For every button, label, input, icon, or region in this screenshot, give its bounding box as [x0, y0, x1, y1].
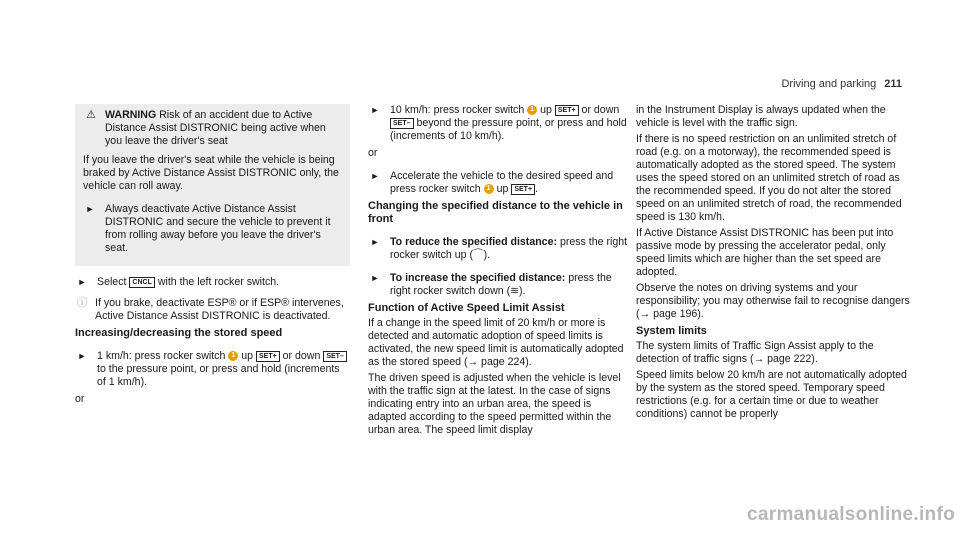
- esp-note: If you brake, deactivate ESP® or if ESP® intervenes, Active Distance Assist DISTRONIC is deactivated.: [95, 297, 344, 322]
- or-text: or: [75, 393, 85, 405]
- warning-text: Risk of an accident due to Active Distance Assist DISTRONIC being active when you leave the driver's seat: [105, 109, 326, 147]
- step-arrow-icon: ►: [370, 237, 380, 247]
- section-title: Driving and parking: [781, 78, 877, 90]
- step-arrow-icon: ►: [77, 277, 87, 287]
- paragraph: Speed limits below 20 km/h are not automatically adopted by the system as the stored speed. Temporary speed restrictions (e.g. for a certain time or due to weather conditions) cannot be properly: [636, 369, 907, 420]
- set-minus-key-icon: SET–: [390, 118, 414, 129]
- section-heading: Increasing/decreasing the stored speed: [75, 327, 283, 339]
- warning-box: [75, 104, 350, 266]
- warning-triangle-icon: ⚠: [86, 109, 96, 121]
- paragraph: If there is no speed restriction on an unlimited stretch of road (e.g. on a motorway), the recommended speed is automatically adopted as the stored speed. The system uses the speed stored on an unlimited stretch of road as the recommended speed. If you do not alter the stored speed on an unlimited stretch of road, the recommended speed is 130 km/h.: [636, 133, 902, 223]
- rocker-switch-badge: 1: [484, 184, 494, 194]
- set-plus-key-icon: SET+: [555, 105, 579, 116]
- paragraph: Observe the notes on driving systems and your responsibility; you may otherwise fail to recognise dangers (→ page 196).: [636, 282, 910, 320]
- step-arrow-icon: ►: [85, 204, 95, 214]
- paragraph: If Active Distance Assist DISTRONIC has been put into passive mode by pressing the accelerator pedal, only speed limits which are higher than the set speed are adopted.: [636, 227, 894, 278]
- rocker-switch-badge: 1: [527, 105, 537, 115]
- warning-step: Always deactivate Active Distance Assist DISTRONIC and secure the vehicle to prevent it from rolling away before you leave the driver's seat.: [105, 203, 331, 254]
- paragraph: If a change in the speed limit of 20 km/h or more is detected and automatic adoption of speed limits is activated, the new speed limit is automatically adopted as the stored speed (→ page 224).: [368, 317, 624, 368]
- warning-paragraph: If you leave the driver's seat while the vehicle is being braked by Active Distance Assist DISTRONIC only, the vehicle can roll away.: [83, 154, 339, 192]
- step-1kmh: 1 km/h: press rocker switch 1 up SET+ or down SET– to the pressure point, or press and hold (increments of 1 km/h).: [97, 350, 350, 389]
- paragraph: in the Instrument Display is always updated when the vehicle is level with the traffic sign.: [636, 104, 886, 129]
- rocker-switch-badge: 1: [228, 351, 238, 361]
- set-minus-key-icon: SET–: [323, 351, 347, 362]
- section-heading: Changing the specified distance to the vehicle in front: [368, 200, 623, 225]
- reduce-distance-step: To reduce the specified distance: press the right rocker switch up (⌒).: [390, 236, 628, 261]
- select-step: Select CNCL with the left rocker switch.: [97, 276, 280, 288]
- set-plus-key-icon: SET+: [256, 351, 280, 362]
- accelerate-step: Accelerate the vehicle to the desired speed and press rocker switch 1 up SET+ .: [390, 170, 614, 195]
- step-arrow-icon: ►: [77, 351, 87, 361]
- column-3: [636, 104, 911, 424]
- column-1: [75, 104, 350, 409]
- section-heading: Function of Active Speed Limit Assist: [368, 302, 565, 314]
- set-plus-key-icon: SET+: [511, 184, 535, 195]
- paragraph: The system limits of Traffic Sign Assist apply to the detection of traffic signs (→ page 222).: [636, 340, 874, 365]
- section-heading: System limits: [636, 325, 707, 337]
- step-arrow-icon: ►: [370, 273, 380, 283]
- increase-distance-step: To increase the specified distance: press the right rocker switch down (≋).: [390, 272, 612, 297]
- paragraph: The driven speed is adjusted when the vehicle is level with the traffic sign at the latest. In the case of signs indicating entry into an urban area, the speed is adapted according to the speed permitted within the urban area. The speed limit display: [368, 372, 621, 436]
- distance-increase-icon: ≋: [510, 285, 519, 297]
- column-2: [368, 104, 632, 440]
- step-arrow-icon: ►: [370, 105, 380, 115]
- watermark: carmanualsonline.info: [747, 504, 955, 525]
- warning-title: WARNING: [105, 109, 157, 121]
- info-icon: ⓘ: [76, 297, 88, 309]
- or-text: or: [368, 147, 378, 159]
- step-arrow-icon: ►: [370, 171, 380, 181]
- step-10kmh: 10 km/h: press rocker switch 1 up SET+ or down SET– beyond the pressure point, or press and hold (increments of 10 km/h).: [390, 104, 627, 142]
- distance-reduce-icon: ⌒: [473, 249, 484, 261]
- page-number: 211: [884, 78, 902, 90]
- cncl-key-icon: CNCL: [129, 277, 154, 288]
- page-header: [781, 78, 902, 91]
